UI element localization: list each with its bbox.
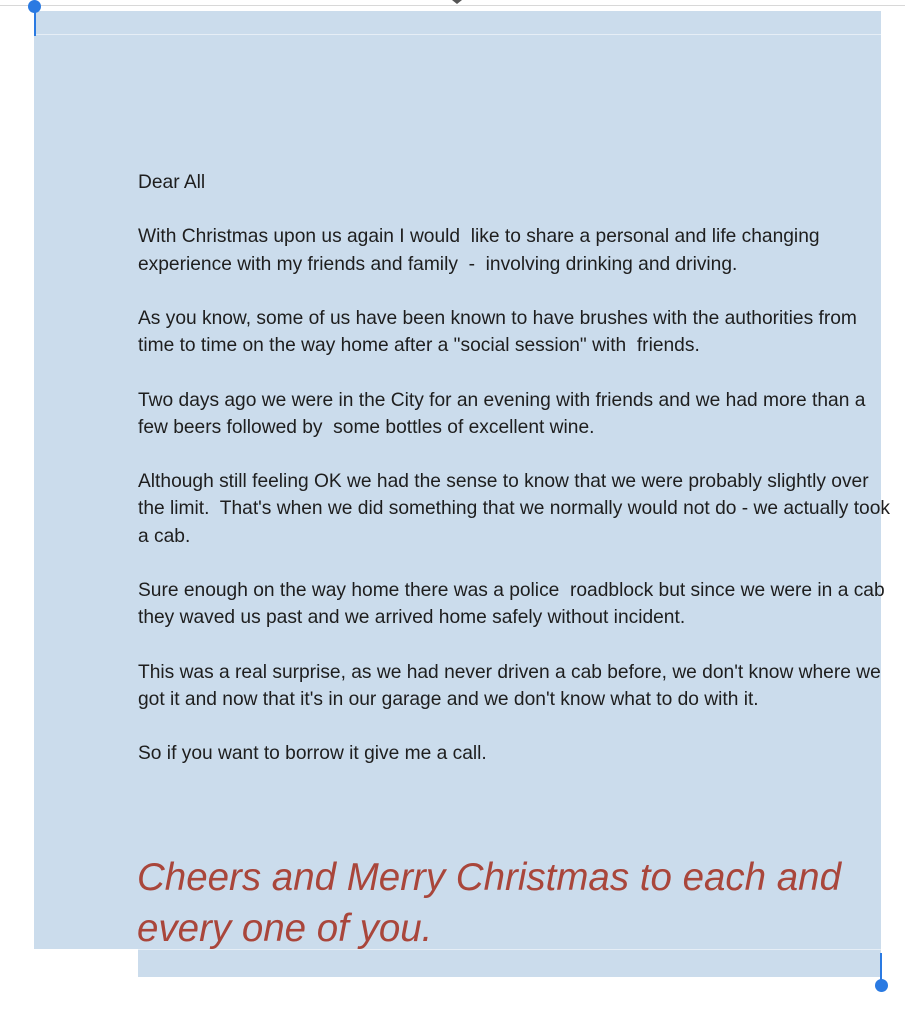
letter-paragraph: Two days ago we were in the City for an evening with friends and we had more than a few beers followed by some bottles of excellent wine.	[138, 389, 871, 438]
dropdown-caret-icon[interactable]	[452, 0, 462, 4]
letter-paragraph: Although still feeling OK we had the sense to know that we were probably slightly over the limit. That's when we did something that we normally would not do - we actually took a cab.	[138, 471, 896, 547]
selection-line-divider	[34, 34, 881, 35]
letter-paragraph: With Christmas upon us again I would like to share a personal and life changing experience with my friends and family - involving drinking and driving.	[138, 226, 825, 275]
letter-body	[138, 169, 898, 767]
letter-paragraph: So if you want to borrow it give me a call.	[138, 743, 487, 765]
letter-closing: Cheers and Merry Christmas to each and every one of you.	[137, 856, 841, 950]
selection-end-knob-icon[interactable]	[875, 979, 888, 992]
letter-paragraph: This was a real surprise, as we had never driven a cab before, we don't know where we got it and now that it's in our garage and we don't know what to do with it.	[138, 661, 887, 710]
letter-greeting: Dear All	[138, 172, 206, 193]
letter-paragraph: As you know, some of us have been known to have brushes with the authorities from time to time on the way home after a "social session" with friends.	[138, 307, 863, 357]
letter-paragraph: Sure enough on the way home there was a police roadblock but since we were in a cab they waved us past and we arrived home safely without incident.	[138, 579, 890, 629]
top-toolbar-edge	[0, 5, 905, 6]
selection-start-knob-icon[interactable]	[28, 0, 41, 13]
